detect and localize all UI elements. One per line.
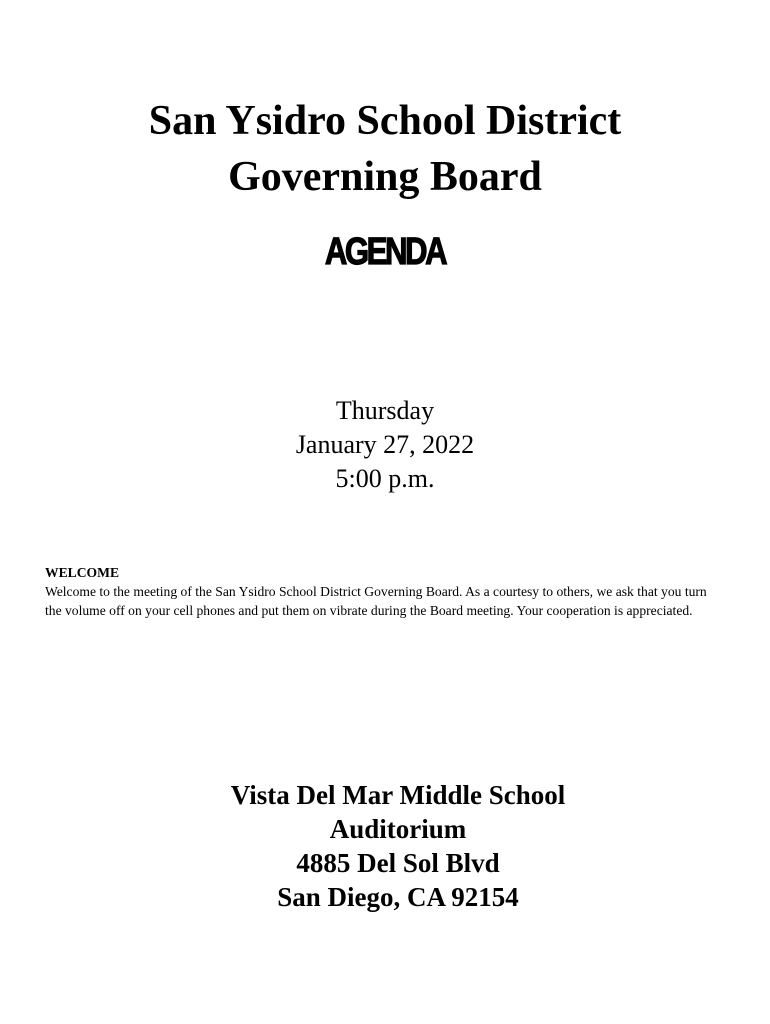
meeting-datetime [0, 394, 770, 496]
location-venue: Vista Del Mar Middle School [230, 780, 566, 810]
title-line-board: Governing Board [228, 154, 542, 200]
meeting-location [0, 778, 770, 914]
meeting-day: Thursday [335, 396, 435, 425]
document-title [0, 93, 770, 205]
welcome-heading: WELCOME [45, 565, 120, 580]
location-street: 4885 Del Sol Blvd [296, 848, 500, 878]
welcome-text: Welcome to the meeting of the San Ysidro School District Governing Board. As a courtesy to others, we ask that you turn the volume off on your cell phones and put them on vibrate during the Board meeting. Your cooperation is appreciated. [45, 584, 707, 618]
meeting-time: 5:00 p.m. [335, 464, 435, 493]
meeting-date: January 27, 2022 [295, 430, 475, 459]
location-city: San Diego, CA 92154 [277, 882, 519, 912]
agenda-heading: AGENDA [324, 231, 446, 273]
location-room: Auditorium [329, 814, 467, 844]
title-line-district: San Ysidro School District [148, 98, 622, 144]
welcome-section [45, 563, 725, 620]
